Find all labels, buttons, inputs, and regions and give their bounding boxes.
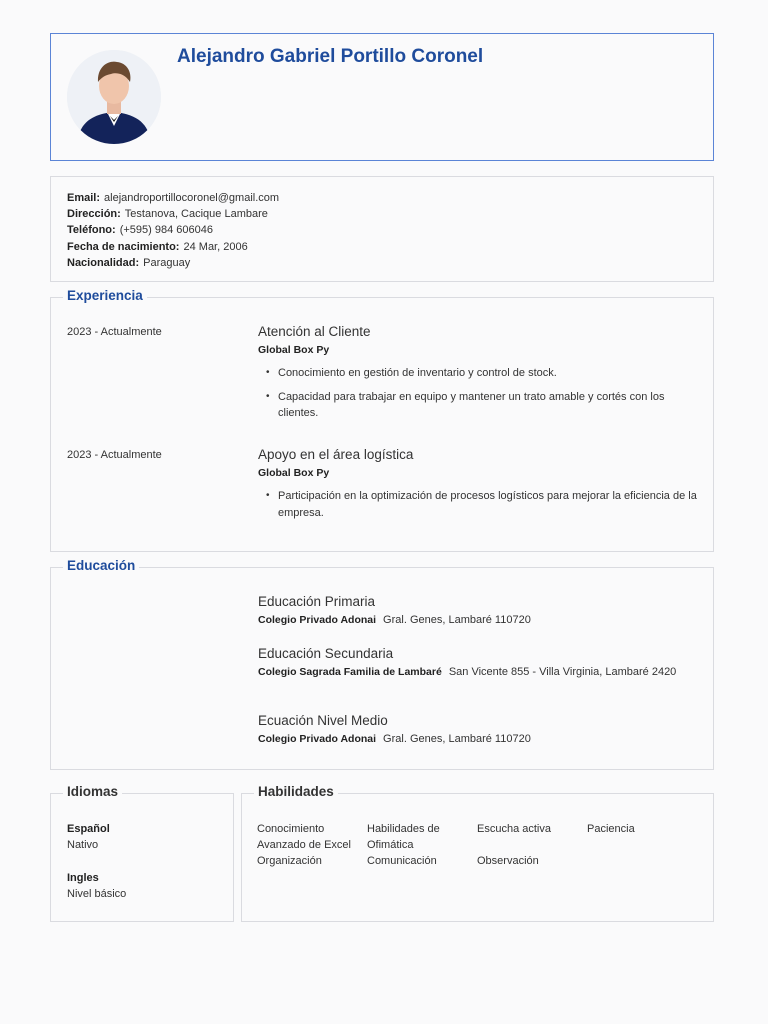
bullet-list <box>258 488 698 521</box>
skill-item: Escucha activa <box>477 823 551 835</box>
experience-entry <box>258 447 698 528</box>
job-title: Atención al Cliente <box>258 324 371 339</box>
skill-item: Organización <box>257 855 322 867</box>
job-title: Apoyo en el área logística <box>258 447 414 462</box>
school-name: Colegio Sagrada Familia de Lambaré <box>258 666 442 678</box>
school-name: Colegio Privado Adonai <box>258 733 377 745</box>
education-title: Educación Secundaria <box>258 646 394 661</box>
section-title: Experiencia <box>63 288 147 303</box>
skill-item: Paciencia <box>587 823 635 835</box>
language-item <box>67 870 126 902</box>
profile-photo <box>67 50 161 144</box>
school-address: San Vicente 855 - Villa Virginia, Lambaré 2420 <box>448 666 677 678</box>
list-item: • Participación en la optimización de procesos logísticos para mejorar la eficiencia de la empresa. <box>266 488 698 521</box>
education-title: Ecuación Nivel Medio <box>258 713 388 728</box>
language-name: Español <box>67 823 110 835</box>
section-title: Habilidades <box>254 784 338 799</box>
skills-section <box>241 784 714 922</box>
section-title: Educación <box>63 558 139 573</box>
school-address: Gral. Genes, Lambaré 110720 <box>383 733 531 745</box>
header-card <box>50 33 714 161</box>
contact-birthdate: Fecha de nacimiento: 24 Mar, 2006 <box>67 240 248 253</box>
skill-item: Observación <box>477 855 539 867</box>
education-section <box>50 558 714 770</box>
language-item <box>67 821 110 853</box>
contact-nationality: Nacionalidad: Paraguay <box>67 256 191 269</box>
contact-info <box>50 176 714 282</box>
education-entry <box>258 646 698 680</box>
list-item: • Conocimiento en gestión de inventario y control de stock. <box>266 365 698 382</box>
company-name: Global Box Py <box>258 467 330 479</box>
company-name: Global Box Py <box>258 344 330 356</box>
school-address: Gral. Genes, Lambaré 110720 <box>383 614 531 626</box>
school-name: Colegio Privado Adonai <box>258 614 377 626</box>
contact-address: Dirección: Testanova, Cacique Lambare <box>67 208 268 221</box>
experience-entry <box>258 324 698 429</box>
profile-photo-icon <box>67 50 161 144</box>
skill-item: Comunicación <box>367 855 437 867</box>
education-entry <box>258 594 698 628</box>
contact-email: Email: alejandroportillocoronel@gmail.com <box>67 192 280 204</box>
experience-date: 2023 - Actualmente <box>67 326 162 338</box>
section-title: Idiomas <box>63 784 122 799</box>
experience-date: 2023 - Actualmente <box>67 449 162 461</box>
contact-phone: Teléfono: (+595) 984 606046 <box>67 224 213 237</box>
education-title: Educación Primaria <box>258 594 376 609</box>
language-level: Nativo <box>67 839 99 851</box>
language-name: Ingles <box>67 872 99 884</box>
language-level: Nivel básico <box>67 888 127 900</box>
candidate-name: Alejandro Gabriel Portillo Coronel <box>177 46 484 67</box>
languages-section <box>50 784 234 922</box>
experience-section <box>50 288 714 552</box>
bullet-list <box>258 365 698 422</box>
education-entry <box>258 713 698 747</box>
list-item: • Capacidad para trabajar en equipo y mantener un trato amable y cortés con los clientes. <box>266 389 698 422</box>
skill-item: Conocimiento Avanzado de Excel <box>257 823 351 851</box>
skill-item: Habilidades de Ofimática <box>367 823 440 851</box>
